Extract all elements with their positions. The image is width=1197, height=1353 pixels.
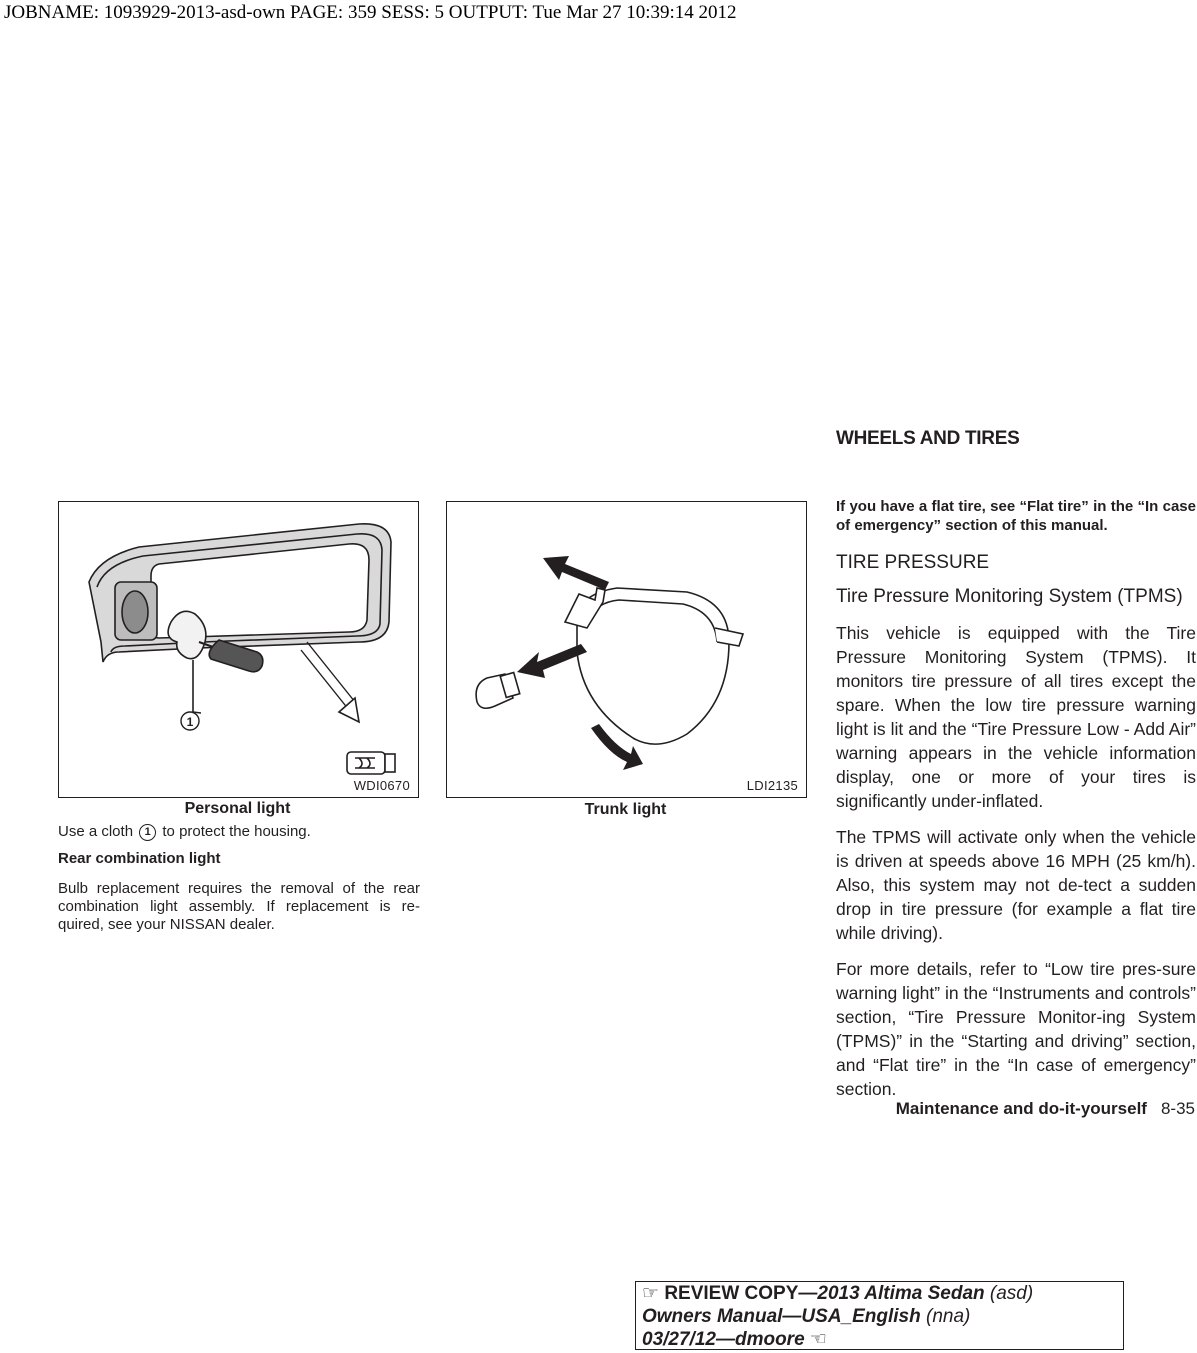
cloth-text-end: to protect the housing. [158,823,311,840]
review-label: REVIEW COPY— [664,1283,818,1304]
cloth-text-start: Use a cloth [58,823,138,840]
tpms-paragraph-3: For more details, refer to “Low tire pres-sure warning light” in the “Instruments and controls” section, “Tire Pressure Monitor-ing System (TPMS)” in the “Starting and driving” section, and “Flat tire” in the “In case of emergency” section. [836,959,1196,1099]
figure-caption-trunk-light: Trunk light [584,801,667,818]
footer-section-title: Maintenance and do-it-yourself [895,1099,1147,1118]
page-number: 8-35 [1160,1099,1195,1118]
review-date-author: 03/27/12—dmoore [642,1329,805,1350]
cloth-paragraph [58,823,420,841]
figure-caption-personal-light: Personal light [184,800,291,817]
figure-code: WDI0670 [353,778,410,793]
figure-callout-1: 1 [186,715,194,729]
callout-1-marker: 1 [139,824,156,841]
review-code: (asd) [984,1283,1034,1304]
personal-light-illustration [59,502,418,797]
section-title: WHEELS AND TIRES [836,428,1020,449]
right-column [836,497,1196,1113]
left-column [58,823,420,943]
review-line-1 [642,1282,1123,1305]
rear-combination-heading: Rear combination light [58,850,221,867]
page-footer [896,1099,1195,1119]
review-copy-box [635,1281,1124,1350]
review-title: 2013 Altima Sedan [817,1283,985,1304]
pointing-hand-icon: ☞ [642,1283,660,1304]
review-line-3 [642,1328,1123,1351]
review-line-2 [642,1305,1123,1328]
pointing-hand-left-icon: ☜ [809,1329,827,1350]
figure-trunk-light [446,501,807,798]
review-manual-label: Owners Manual—USA_English [642,1306,921,1327]
tpms-heading: Tire Pressure Monitoring System (TPMS) [836,586,1183,607]
review-manual-code: (nna) [920,1306,971,1327]
figure-personal-light [58,501,419,798]
tpms-paragraph-1: This vehicle is equipped with the Tire Pressure Monitoring System (TPMS). It monitors tire pressure of all tires except the spare. When the low tire pressure warning light is lit and the “Tire Pressure Low - Add Air” warning appears in the vehicle information display, one or more of your tires is significantly under-inflated. [836,623,1196,811]
figure-code: LDI2135 [746,778,798,793]
job-line: JOBNAME: 1093929-2013-asd-own PAGE: 359 SESS: 5 OUTPUT: Tue Mar 27 10:39:14 2012 [4,2,737,23]
rear-combination-paragraph: Bulb replacement requires the removal of the rear combination light assembly. If replacement is re-quired, see your NISSAN dealer. [58,880,420,933]
tire-pressure-heading: TIRE PRESSURE [836,552,990,573]
flat-tire-note: If you have a flat tire, see “Flat tire” in the “In case of emergency” section of this manual. [836,498,1196,534]
trunk-light-illustration [447,502,806,797]
tpms-paragraph-2: The TPMS will activate only when the vehicle is driven at speeds above 16 MPH (25 km/h). Also, this system may not de-tect a sudden drop in tire pressure (for example a flat tire while driving). [836,827,1196,943]
